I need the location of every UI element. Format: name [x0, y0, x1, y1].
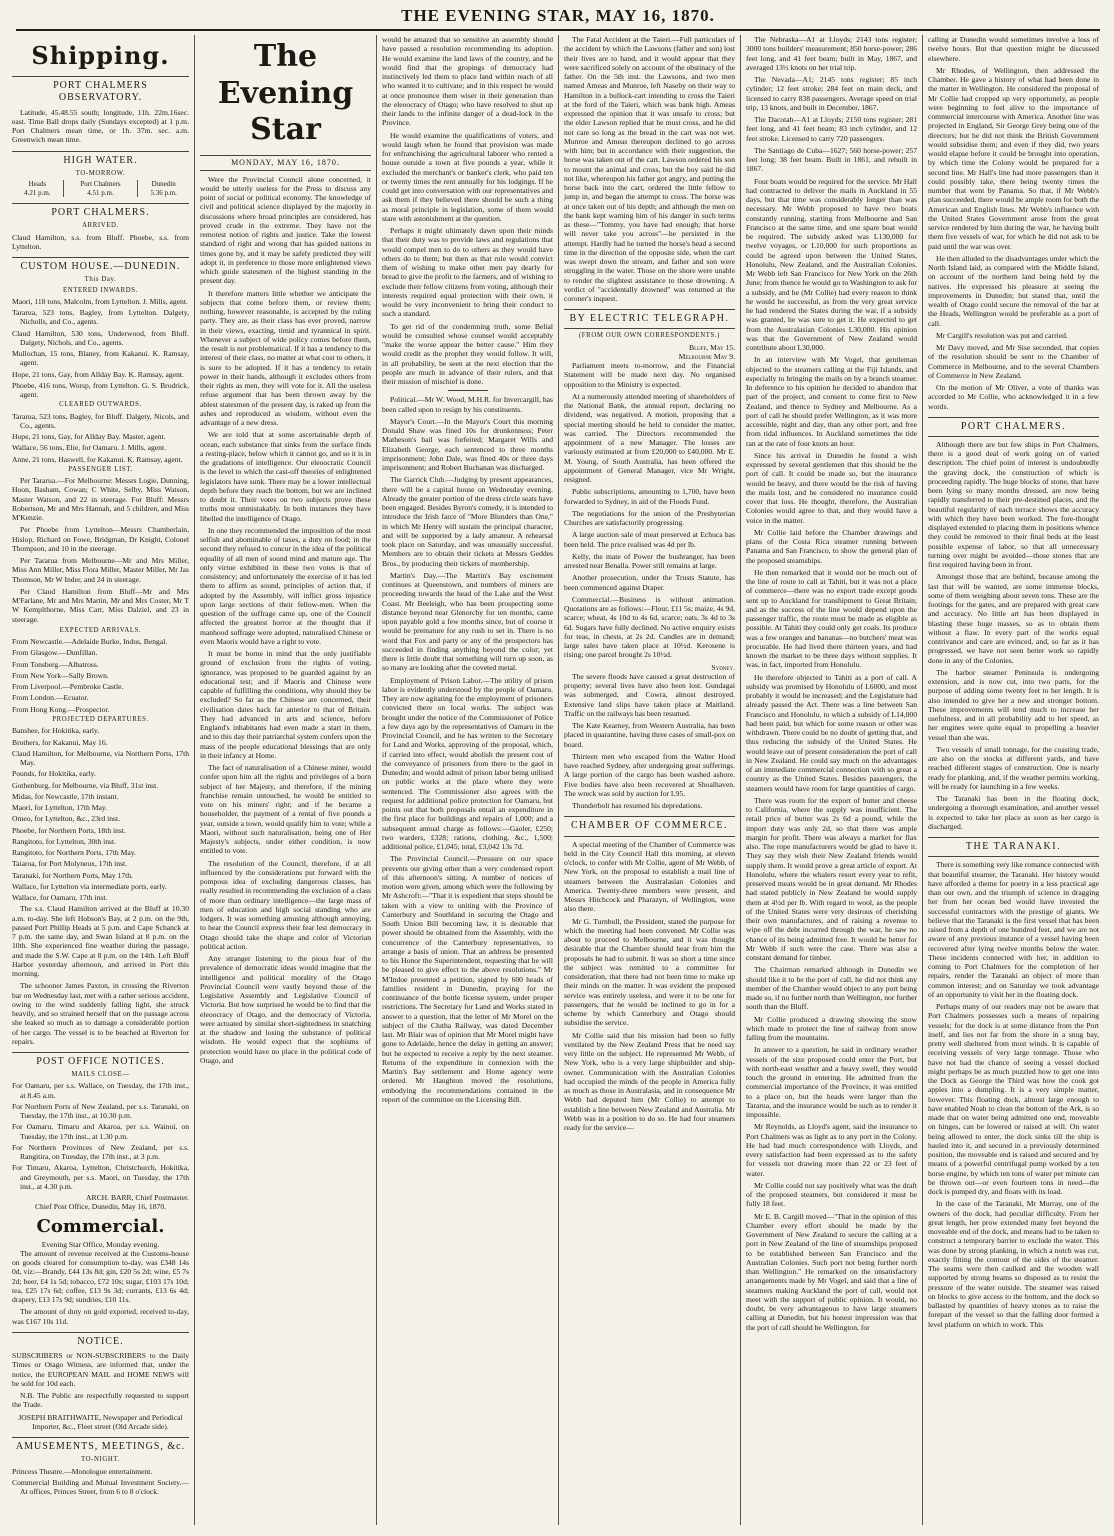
telegraph-heading: BY ELECTRIC TELEGRAPH.	[564, 309, 735, 329]
editorial-paragraph: The resolution of the Council, therefore, if at all influenced by the considerations put forward with the pompous idea of excluding dangerous classes, has really resulted in recommending the exclusion of a class of more than ordinary intelligence—the large mass of men of education and high social standing who are lodgers. It was something amusing although annoying, to hear the Council express their fear lest democracy in Otago should take the shape and color of Victorian political action.	[200, 858, 371, 951]
cleared-heading: CLEARED OUTWARDS.	[59, 401, 142, 409]
taranaki-paragraph: There is something very like romance connected with that beautiful steamer, the Taranaki. Her history would have afforded a theme for poetry in a less practical age than our own, and the triumph of science in dragging her from her ocean bed would have invested the successful contractors with the prestige of giants. We believe that the Taranaki is the first vessel that has been raised from a depth of one hundred feet, and we are not aware of any previous instance of a vessel having been recovered after lying twelve months below the water. These incidents connected with her, in addition to coming to Port Chalmers for the completion of her repairs, render the Taranaki an object of more than common interest; and on Saturday we took advantage of an opportunity to visit her in the floating dock.	[928, 860, 1099, 999]
observatory-text: Latitude, 45.48.55 south; longitude, 11h. 22m.16sec. east. Time Ball drops daily (Sundays excepted) at 1 p.m. Port Chalmers mean time, or 1h. 37m. sec. a.m. Greenwich mean time.	[12, 107, 189, 145]
tide-time: 5.36 p.m.	[138, 189, 189, 198]
list-item: Rangitoto, for Northern Ports, 17th May.	[12, 848, 136, 858]
custom-house-heading: CUSTOM HOUSE.—DUNEDIN.	[12, 257, 189, 273]
entered-heading: ENTERED INWARDS.	[63, 286, 138, 294]
telegram-paragraph: A large auction sale of meat preserved at Echuca has been held. The price realised was 4d per lb.	[564, 530, 735, 549]
list-item: Gothenburg, for Melbourne, via Bluff, 31st inst.	[12, 780, 159, 790]
editorial-paragraph: It therefore matters little whether we anticipate the subjects that come before them, or review them; nothing, however reasonable, is accepted by the ruling party. They are, as their class has ever proved, narrow in their views, exacting, timid and tyrannical in spirit. Whenever a subject of wide policy comes before them, the result is not problematical. If it has a tendency to the interest of their class, no matter at what cost to others, it is sure to be adopted. If it has a tendency to retain power in their hands, although it excludes others from their rights as men, they will vote for it. All the useless refuse argument that has been thrown away by the ablest statesmen of the present day, is raked up from the ashes and reproduced as wisdom, without even the advantage of a new dress.	[200, 288, 371, 428]
list-item: Claud Hamilton, for Melbourne, via Northern Ports, 17th May.	[12, 748, 189, 768]
list-item: Pounds, for Hokitika, early.	[12, 769, 96, 779]
list-item: Wallace, for Lyttelton via intermediate ports, early.	[12, 881, 167, 891]
masthead	[16, 6, 1100, 31]
telegram-paragraph: Parliament meets to-morrow, and the Financial Statement will be made next day. No organised opposition to the Ministry is expected.	[564, 361, 735, 389]
post-office-dateline: Chief Post Office, Dunedin, May 16, 1870.	[34, 1202, 167, 1212]
list-item: For Timaru, Akaroa, Lyttelton, Christchurch, Hokitika, and Greymouth, per s.s. Maori, on Tuesday, the 17th inst., at 4.30 p.m.	[12, 1163, 189, 1191]
chamber-paragraph: There was room for the export of butter and cheese to California, where the supply was insufficient. The retail price of butter was 2s 6d a pound, while the import duty was only 2d, so that there was ample margin for profit. There was always a market for flax also. The rope manufacturers would be glad to have it. They say they wish their New Zealand friends would supply them. It would prove a great article of export. At Honolulu, where the whalers resort every year to refit, preserved meats would be in great demand. Mr Rhodes had stated publicly in New Zealand he would supply them at 4½d per lb. With regard to wool, as the people of the United States were very desirous of cherishing their own manufactures, and of raising a revenue to wipe off the debt incurred through the war, he saw no chance of its being admitted free. It would be better for Mr Webb if such were the case. There was also a constant demand for timber.	[746, 795, 917, 962]
editorial-paragraph: We are told that at some ascertainable depth of ocean, each substance that sinks from the surface finds a resting-place, below which it cannot go, and so it is in the gradations of intelligence. Our eleoocratic Council is the level to which the cast-off theories of enlightened legislators have sunk. There may be a lower intellectual depth before they reach the bottom, but we are inclined to doubt it. Their votes on two subjects prove these truths most unmistakably. In both instances they have libelled the intelligence of Otago.	[200, 430, 371, 523]
chamber-paragraph: Four boats would be required for the service. Mr Hall had contracted to deliver the mails in Auckland in 55 days, but that time was considerably longer than was necessary. Mr Webb proposed to have two boats constantly running, starting from Melbourne and San Francisco at the same time, and one spare boat would be required. The subsidy asked was L130,000 for twelve voyages, or L10,000 for such proportions as could be agreed upon between the United States, Honolulu, New Zealand, and the Australian Colonies. Mr Webb left San Francisco for New York on the 26th June; from thence he would go to Washington to ask for a subsidy, and he (Mr Collie) had every reason to think he would be successful, as from the very great service he had rendered the States during the war, if a subsidy was granted, he was sure to get it. He expected to get from the Australasian Colonies L30,000. His opinion was that the Government of New Zealand would contribute about L30,000.	[746, 176, 917, 352]
news-item: Mayor's Court.—In the Mayor's Court this morning Donald Shaw was fined 10s for drunkenness; Peter Matheson's bail was forfeited; Margaret Wills and Elizabeth George, each sentenced to three months imprisonment; John Dale, was fined 40s or three days imprisonment; and Robert Buchanan was discharged.	[382, 416, 553, 472]
telegram-paragraph: Public subscriptions, amounting to 1,700, have been forwarded to Sydney, in aid of the Floods Fund.	[564, 487, 735, 506]
chamber-paragraph: On the motion of Mr Oliver, a vote of thanks was accorded to Mr Collie, who acknowledged it in a few words.	[928, 383, 1099, 411]
shipping-note: The schooner James Paxton, in crossing the Riverton bar on Wednesday last, met with a rather serious accident, owing to the wind suddenly falling light, she struck heavily, and so strained herself that on the passage across she leaked so much as to damage a considerable portion of her cargo. The vessel is to be beached at Riverton for repairs.	[12, 981, 189, 1046]
high-water-heading: HIGH WATER.	[12, 151, 189, 167]
column-3	[376, 35, 558, 1525]
notice-text: SUBSCRIBERS or NON-SUBSCRIBERS to the Daily Times or Otago Witness, are informed that, under the notice, the EUROPEAN MAIL and HOME NEWS will be sold for 10d each.	[12, 1351, 189, 1388]
editorial-dateline: MONDAY, MAY 16, 1870.	[200, 155, 371, 171]
telegram-paragraph: Thirteen men who escaped from the Walter Hood have reached Sydney, after undergoing great sufferings. A large portion of the cargo has been washed ashore. Five bodies have also been recovered at Shoalhaven. The wreck was sold by auction for L95.	[564, 751, 735, 798]
chamber-paragraph: The Santiago de Cuba—1627; 560 horse-power; 257 feet long; 38 feet beam. Built in 1861, and rebuilt in 1867.	[746, 145, 917, 174]
port-heading: PORT CHALMERS.	[12, 203, 189, 219]
list-item: Anne, 21 tons, Haswell, for Kakanui. K. Ramsay, agent.	[12, 454, 183, 464]
list-item: For Oamaru, Timaru and Akaroa, per s.s. Wainui, on Tuesday, the 17th inst., at 1.30 p.m.	[12, 1122, 189, 1141]
arrived-heading: ARRIVED.	[82, 222, 119, 230]
port-paragraph: The Taranaki has been in the floating dock, undergoing a thorough examination, and another vessel is expected to take her place as soon as her cargo is discharged.	[928, 794, 1099, 831]
column-1	[12, 35, 194, 1525]
list-item: Hope, 21 tons, Gay, from Allday Bay. K. Ramsay, agent.	[12, 369, 184, 379]
chamber-paragraph: Since his arrival in Dunedin he found a wish expressed by several gentlemen that this should be the port of call. It could be made so, but the insurance would be heavy, and there would be the risk of having the mails lost, and he considered no insurance could cover that loss. He thought, therefore, the Australian Colonies would agree to that, and they would have a voice in the matter.	[746, 450, 917, 525]
list-item: Phoebe, 416 tons, Worsp, from Lyttelton. G. S. Brodrick, agent.	[12, 380, 189, 400]
chamber-paragraph: Mr Collie laid before the Chamber drawings and plans of the Costa Rica steamer running between Panama and San Francisco, to show the general plan of the proposed steamships.	[746, 527, 917, 565]
commercial-text: The amount of duty on gold exported, received to-day, was £167 10s 11d.	[12, 1307, 189, 1326]
list-item: Mullochan, 15 tons, Blaney, from Kakanui. K. Ramsay, agent.	[12, 349, 189, 368]
tide-time: 4.21 p.m.	[24, 188, 51, 197]
list-item: From Tonsberg.—Albatross.	[12, 659, 99, 669]
passenger-entry: Per Tararua.—For Melbourne: Messrs Logie, Dunning, Hoon, Basham, Cowan; C White, Selby, Miss Watson, Master Watson, and 22 in steerage. For Bluff: Messrs Robertson, Mr and Mrs Hannah, and 5 children, and Miss M'Kenzie.	[12, 476, 189, 523]
list-item: Wallace, for Oamaru, 17th inst.	[12, 893, 108, 903]
passenger-entry: Per Claud Hamilton from Bluff—Mr and Mrs M'Farlane, Mr and Mrs Martin, Mr and Mrs Coster, Mr T W Kemplthorne, Miss Carr, Miss Dalziel, and 23 in steerage.	[12, 586, 189, 624]
commercial-heading: Commercial.	[36, 1215, 165, 1237]
telegram-paragraph: Commercial.—Business is without animation. Quotations are as follows:—Flour, £11 5s; maize, 4s 9d, scarce; wheat, 4s 10d to 4s 6d, scarce; oats, 3s 4d to 3s 6d. Sugars have fully declined. No active enquiry exists for teas, in chests, at 2s 2d. Candles are in demand; large sales have taken place at 10½d. Kerosene is rising; one parcel brought 2s 10½d.	[564, 594, 735, 660]
melbourne-dateline: Melbourne May 9.	[678, 351, 735, 361]
list-item: Maori, 118 tons, Malcolm, from Lyttelton. J. Mills, agent.	[12, 296, 188, 306]
chamber-paragraph: He then remarked that it would not be much out of the line of route to call at Tahiti, but it was not a place of commerce—there was no export trade except goods sent up to Auckland for transhipment to Great Britain; and as the success of the line would depend upon the passenger traffic, the route must be made as eligible as possible. At Tahiti they could only get coals. Its produce was a few oranges and bananas—no butchers' meat was procurable. He had lived there thirteen years, and had known the market to be three days without supplies. It was, in fact, imported from Honolulu.	[746, 567, 917, 670]
editorial-paragraph: The fact of naturalisation of a Chinese miner, would confer upon him all the rights and privileges of a born subject of her Majesty, and therefore, if the mining franchise remain untouched, he would be entitled to vote on his miners' right; and if he became a householder, the payment of a rental of five pounds a year, outside a town, would qualify him to vote; while a Maori, without such naturalisation, being one of Her Majesty's subjects, under either condition, is now entitled to vote.	[200, 763, 371, 856]
tide-table	[12, 180, 189, 197]
list-item: For Northern Ports of New Zealand, per s.s. Taranaki, on Tuesday, the 17th inst., at 10.30 p.m.	[12, 1101, 189, 1121]
editorial-paragraph: To get rid of the condemning truth, some Belial would be consulted whose counsel would acceptably "make the worse appear the better cause." Him they would credit as the prophet they would follow. It will, in all probability, be seen at the next election that the people are much in advance of their rulers, and that their mission of mischief is done.	[382, 321, 553, 386]
this-day: This Day.	[84, 276, 117, 284]
list-item: Taranaki, for Northern Ports, May 17th.	[12, 870, 133, 880]
list-item: From London.—Ecuator.	[12, 693, 89, 703]
list-item: From Newcastle.—Adelaide Burke, Indus, Bengal.	[12, 637, 168, 647]
list-item: For Northern Provinces of New Zealand, per s.s. Rangitira, on Tuesday, the 17th inst., at 3 p.m.	[12, 1142, 189, 1162]
list-item: From Liverpool.—Pembroke Castle.	[12, 682, 124, 692]
port-paragraph: The harbor steamer Peninsula is undergoing extension, and is now cut, into two parts, for the purpose of adding some twenty feet to her length. It is also intended to give her a new and stronger bottom. These improvements will tend much to increase her usefulness, and in all probability add to her speed, as her engines were quite equal to propelling a heavier vessel than she was.	[928, 667, 1099, 742]
chamber-heading: CHAMBER OF COMMERCE.	[564, 816, 735, 836]
chamber-paragraph: Mr Cargill's resolution was put and carried.	[936, 330, 1068, 340]
notice-nb: N.B. The Public are respectfully requested to support the Trade.	[12, 1391, 189, 1410]
list-item: Hope, 21 tons, Gay, for Allday Bay. Master, agent.	[12, 432, 166, 442]
port-chalmers-heading: PORT CHALMERS.	[928, 417, 1099, 437]
high-water-sub: TO-MORROW.	[75, 169, 126, 177]
editorial-paragraph: Perhaps it might ultimately dawn upon their minds that their duty was to provide laws and regulations that would compel men to do to others as they would have others do to them; but then as that rule would convict them of wishing to make other men pay dearly for bread to give the profit to the farmers, and of wishing to exclude their fellow citizens from voting, although their interests required equal protection with their own, it would be very inconvenient to bring their conduct to such a standard.	[382, 226, 553, 319]
tide-time: 4.51 p.m.	[63, 189, 138, 198]
amusements-heading: AMUSEMENTS, MEETINGS, &c.	[12, 1437, 189, 1453]
divider	[448, 390, 488, 391]
notice-heading: NOTICE.	[12, 1332, 189, 1348]
column-4	[558, 35, 740, 1525]
chamber-paragraph: The Nevada—A1; 2145 tons register; 85 inch cylinder; 12 feet stroke; 284 feet on main deck, and licensed to carry 838 passengers. Average speed on trial trip, 13 knots, and built in December, 1867.	[746, 75, 917, 112]
projected-heading: PROJECTED DEPARTURES.	[52, 715, 149, 723]
chamber-paragraph: Mr Collie could not say positively what was the draft of the proposed steamers, but considered it must be fully 18 feet.	[746, 1180, 917, 1209]
observatory-heading: PORT CHALMERS OBSERVATORY.	[12, 76, 189, 104]
chamber-paragraph: In answer to a question, he said in ordinary weather vessels of the size proposed could enter the Port, but with north-east weather and a heavy swell, they would touch the ground in entering. He admitted from the commercial importance of the Province, it was entitled to a place on, but the heads were larger than the Tararua, and the insurance would be such as to render it impossible.	[746, 1045, 917, 1119]
post-office-heading: POST OFFICE NOTICES.	[12, 1052, 189, 1068]
shipping-note: The s.s. Claud Hamilton arrived at the Bluff at 10.30 a.m. to-day. She left Hobson's Bay, at 2 p.m. on the 9th, passed Port Phillip Heads at 5 p.m. and Cape Schanck at 7 p.m. the same day, and Swan Island at 8 p.m. on the 10th. She experienced fine weather during the passage, and made the S.W. Cape at 8 p.m. on the 14th. Left Bluff Harbor yesterday afternoon, and arrived in Port this morning.	[12, 904, 189, 979]
editorial-paragraph: It must be borne in mind that the only justifiable ground of exclusion from the rights of voting, ignorance, was proposed to be guarded against by an educational test; and if Maoris and Chinese were capable of fulfilling the conditions, why should they be excluded? So far as the Chinese are concerned, their civilisation dates back far anterior to that of Britain. They had advanced in arts and science, before England's inhabitants had even made a start in them, and to this day their patriarchal system confers upon the mass of the people educational blessings that are only in their infancy at Home.	[200, 649, 371, 760]
list-item: From Hong Kong.—Prospector.	[12, 704, 110, 714]
masthead-title: THE EVENING STAR, MAY 16, 1870.	[401, 6, 715, 25]
amusements-sub: TO-NIGHT.	[81, 1456, 120, 1464]
news-item: Political.—Mr W. Wood, M.H.R. for Invercargill, has been called upon to resign by his constituents.	[382, 395, 553, 414]
list-item: Tararua, 523 tons, Bagley, for Bluff. Dalgety, Nicols, and Co., agents.	[12, 411, 189, 430]
list-item: From Glasgow.—Dunfillan.	[12, 648, 98, 658]
chamber-paragraph: Mr Reynolds, as Lloyd's agent, said the insurance to Port Chalmers was as light as to any port in the Colony. He had had much correspondence with Lloyds, and every satisfaction had been expressed as to the safety for vessels not drawing more than 22 or 23 feet of water.	[746, 1122, 917, 1178]
chamber-paragraph: calling at Dunedin would sometimes involve a loss of twelve hours. But that question might be discussed elsewhere.	[928, 35, 1099, 63]
news-item: Employment of Prison Labor.—The utility of prison labor is evidently understood by the people of Oamaru. They are now agitating for the employment of prisoners convicted there on local works. The subject was brought under the notice of the Commissioner of Police a few days ago by the representatives of Oamaru in the Provincial Council, and he has written to the Secretary for Land and Works, approving of the proposal, which, if carried into effect, would abolish the present cost of the conveyance of prisoners from there to the gaol in Dunedin; and would admit of prison labor being utilised on public works at the place where they were sentenced. The Commissioner also agrees with the request for additional police protection for Oamaru, but points out that both proposals entail an expenditure in the first place for buildings and repairs of 1,000; and a subsequent annual charge as follows:—Gaoler, £250; two warders, £328; rations, clothing, &c., 1,500; additional police, £1,045; total, £3,042 13s 7d.	[382, 675, 553, 851]
list-item: Midas, for Newcastle, 17th instant.	[12, 791, 119, 801]
port-paragraph: Amongst those that are behind, because among the last that will be wanted, are some immense blocks, some of them weighing about seven tons. These are the footings for the gates, and are prepared with great care and accuracy. No little art has been displayed in blasting these huge masses, so as to obtain them without a flaw. In every part of the works equal contrivance and care are evinced, and, so far as it has progressed, we have not seen better work so rapidly done in any of the Colonies.	[928, 572, 1099, 665]
chamber-paragraph: The Nebraska—A1 at Lloyds; 2143 tons register; 3000 tons builders' measurement; 850 horse-power; 286 feet long, and 41 feet beam; built in May, 1867, and averaged 13½ knots on her trial trip.	[746, 35, 917, 72]
bluff-dateline: Bluff, May 15.	[689, 342, 735, 352]
list-item: Maori, for Lyttelton, 17th May.	[12, 803, 108, 813]
list-item: Omeo, for Lyttelton, &c., 23rd inst.	[12, 814, 120, 824]
commercial-dateline: Evening Star Office, Monday evening.	[41, 1239, 160, 1249]
telegram-paragraph: The negotiations for the union of the Presbyterian Churches are satisfactorily progressing.	[564, 508, 735, 528]
column-2	[194, 35, 376, 1525]
expected-heading: EXPECTED ARRIVALS.	[59, 626, 142, 634]
chamber-paragraph: Mr G. Turnbull, the President, stated the purpose for which the meeting had been convened. Mr Collie was about to proceed to Melbourne, and it was thought desirable that the Chamber should hear from him the proposals he had to submit. It was so short a time since the subject was remitted to a committee for consideration, that there had not been time to make up their minds on the matter. It was evident the proposed service was entirely useless, and were it to be one for passengers, that he would be inclined to go in for a scheme by which Canterbury and Otago should subsidise the service.	[564, 916, 735, 1028]
chamber-paragraph: Mr Rhodes, of Wellington, then addressed the Chamber. He gave a history of what had been done in the matter in Wellington. He considered the proposal of Mr Collie had cropped up very opportunely, as people were beginning to feel alive to the importance of commercial intercourse with America. Another line was projected in England, Sir George Grey being one of the directors; but he did not think the British Government would subsidise them; and even if they did, two years would elapse before it could be brought into operation, by which time the Colony would be prepared for a second line. Mr Hall's line had more passengers than it could possibly take, there being twenty times the number that went by Panama. So that, if Mr Webb's plan succeeded, there would be ample room for both the American and English lines. Mr Webb's influence with the United States Government arose from the great service rendered by him during the war, he having built them five vessels of war, for which he did not ask to be paid until the war was over.	[928, 65, 1099, 251]
telegram-paragraph: Another prosecution, under the Trusts Statute, has been commenced against Draper.	[564, 573, 735, 592]
chamber-paragraph: Mr Collie produced a drawing showing the snow which made to protect the line of railway from snow falling from the mountains.	[746, 1014, 917, 1042]
editorial-paragraph: Any stranger listening to the pious fear of the prevalence of democratic ideas would imagine that the intelligence and political morality of the Otago Provincial Council were vastly beyond those of the Legislative Assembly and Legislative Council of Victoria. But how surprised he would be to find that the eleoocracy of Otago, and the democracy of Victoria, were actuated by similar short-sightedness in snatching at the shadow and losing the substance of political wisdom. He would expect that the sophisms of protection would have no place in the political code of Otago, and	[200, 954, 371, 1065]
chamber-paragraph: A special meeting of the Chamber of Commerce was held in the City Council Hall this morning, at eleven o'clock, to confer with Mr Collie, agent of Mr Webb, of New York, on the proposal to establish a mail line of steamers between the Australasian Colonies and America. Twenty-three members were present, and Messrs Hitchcock and Pharazyn, of Wellington, were also there.	[564, 839, 735, 914]
arrived-text: Claud Hamilton, s.s. from Bluff. Phoebe, s.s. from Lyttelton.	[12, 232, 189, 251]
commercial-text: The amount of revenue received at the Customs-house on goods cleared for consumption to-day, was £348 14s 0d, viz:—Brandy, £44 13s 8d; gin, £20 5s 2d; wine, £5 7s 2d; beer, £4 1s 5d; tobacco, £72 10s; sugar, £103 17s 10d; tea, £25 17s 6d; coffee, £13 9s 3d; currants, £13 6s 4d; drapery, £13 17s 9d; sundries, £10 11s.	[12, 1248, 189, 1305]
telegram-paragraph: The severe floods have caused a great destruction of property; several lives have also been lost. Gundagai was submerged, and Cowra, almost destroyed. Extensive land slips have taken place at Maitland. Traffic on the railways has been resumed.	[564, 671, 735, 718]
list-item: Phoebe, for Northern Ports, 18th inst.	[12, 825, 126, 835]
mails-close: MAILS CLOSE—	[71, 1071, 130, 1079]
taranaki-paragraph: Perhaps many of our readers may not be aware that Port Chalmers possesses such a means of repairing vessels; for the dock is at some distance from the Port itself, and lies not far from the shore in a snug bay, pretty well sheltered from most winds. It is capable of receiving vessels of very large tonnage. Those who have not had the chance of seeing a vessel docked might perhaps be as much puzzled how to get one into the Dock as George the Third was how the cook got apples into a dumpling. It is a very simple matter, however. This floating dock, almost large enough to have enabled Noah to clean the bottom of the Ark, is so made that on water being admitted one end, moveable on hinges, can be lowered or raised at will. On water being allowed to enter, the dock sinks till the ship is hauled into it, and secured in a previously determined position, the moveable end is raised and secured and by means of a powerful centrifugal pump worked by a ten horse engine, by which ten tons of water per minute can be thrown out—or even fourteen tons in need—the dock is pumped dry, and floats with its load.	[928, 1002, 1099, 1197]
chamber-paragraph: Mr Collie said that his mission had been so fully ventilated by the New Zealand Press that he need say very little on the subject. He represented Mr Webb, of New York, who is a very large shipbuilder and ship-owner. Communication with the Australian Colonies had occupied the minds of the people in America fully as much as those in Australasia, and in consequence Mr Webb had deputed him (Mr Collie) to attempt to establish a line between New Zealand and Australia. Mr Webb was in a position to do so. He had four steamers ready for the service—	[564, 1030, 735, 1133]
list-item: Princess Theatre.—Monologue entertainment.	[12, 1466, 153, 1476]
chamber-paragraph: In an interview with Mr Vogel, that gentleman objected to the steamers calling at the Fiji Islands, and especially to bringing the mails on by a branch steamer. In deference to his opinion he decided to abandon that part of the project, and consent to come first to New Zealand, and thence to Sydney and Melbourne. As a port of call he should prefer Wellington, as it was more accessible, night and day, than any other port, and free from tidal influences. In Auckland sometimes the tide ran at the rate of four knots an hour.	[746, 355, 917, 448]
chamber-paragraph: He therefore objected to Tahiti as a port of call. A subsidy was promised by Honolulu of L6000, and most probably it would be increased; and the Legislature had already passed the Act. There was a line between San Francisco and Honolulu, to which a subsidy of L14,000 had been paid, but which for some reason or other was withdrawn. There could be no doubt of getting that, and thus reducing the subsidy of the United States. He would leave out of present consideration the port of call in New Zealand. He could say much on the advantages of an immediate commercial connection with so great a country as the United States. Besides passengers, the steamers would have room for large quantities of cargo.	[746, 672, 917, 793]
chamber-paragraph: Mr Davy moved, and Mr Sise seconded, that copies of the resolution should be sent to the Chamber of Commerce in Melbourne, and to the several Chambers of Commerce in New Zealand.	[928, 343, 1099, 380]
taranaki-paragraph: In the case of the Taranaki, Mr Murray, one of the owners of the dock, had peculiar difficulty. From her great length, her prow extended many feet beyond the moveable end of the dock, and means had to be taken to construct a temporary barrier to exclude the water. This was done by strong planking, in which a notch was cut, exactly fitting the contour of the sides of the steamer. The seams were then caulked and the wooden wall supported by strong beams so disposed as to resist the pressure of the water outside. The steamer was raised on blocks to give access to the bottom, and the dock so ballasted by quantities of heavy stones as to raise the forepart of the vessel so that the falling door formed a level platform on which to work. This	[928, 1199, 1099, 1329]
passenger-heading: PASSENGER LIST.	[68, 465, 133, 473]
list-item: Commercial Building and Mutual Investment Society.—At offices, Princes Street, from 6 to 8 o'clock.	[12, 1477, 189, 1497]
editorial-paragraph: Were the Provincial Council alone concerned, it would be utterly useless for the Press to discuss any point of social or political economy. The knowledge of civil and political science displayed by the majority in discussions where broad principles are considered, has proved crude in the extreme. They have not the remotest notion of rights and justice. Take the lowest standard of right and wrong that has guided nations in times gone by, and it may be safely predicted they will adopt it, in preference to those more enlightened views which guide statesmen of the highest standing in the present day.	[200, 174, 371, 286]
telegram-paragraph: Thunderbolt has resumed his depredations.	[572, 801, 703, 811]
editorial-paragraph: In one they recommended the imposition of the most selfish and abominable of taxes, a duty on food; in the second they refused to concur in the idea of the political equality of all men of sound mind and mature age. The only virtue exhibited in these two votes is that of consistency; and unfortunately the exercise of it has led them to affirm as sound, principles of action that, if adopted by the Assembly, will inflict gross injustice upon large sections of their fellow-men. When the question of the suffrage came up, one of the Council affected the greatest horror at the thought that if manhood suffrage were adopted, naturalised Chinese or even Maoris would have a right to vote.	[200, 525, 371, 646]
list-item: Banshee, for Hokitika, early.	[12, 726, 100, 736]
list-item: Claud Hamilton, 530 tons, Underwood, from Bluff. Dalgety, Nichols, and Co., agents.	[12, 328, 189, 347]
telegram-paragraph: Kelly, the mate of Power the bushranger, has been arrested near Benalla. Power still remains at large.	[564, 551, 735, 571]
passenger-entry: Per Tararua from Melbourne—Mr and Mrs Miller, Miss Ann Miller, Miss Flora Miller, Master Miller, Mr Jas Thomson, Mr W Inder, and 24 in steerage.	[12, 556, 189, 584]
list-item: From New York—Sally Brown.	[12, 670, 109, 680]
passenger-entry: Per Phoebe from Lyttelton—Messrs Chamberlain, Hislop, Richard on Fowe, Bridgman, Dr Knight, Colonel Thompson, and 10 in the steerage.	[12, 525, 189, 553]
news-item: The Garrick Club.—Judging by present appearances, there will be a capital house on Wednesday evening. Already the greater portion of the dress circle seats have been engaged. Besides Byron's comedy, it is intended to introduce the Irish farce of "More Blunders than One," in which Mr Henry will sustain the principal character, and will be supported by a lady amateur. A rehearsal took place on Saturday, and was unusually successful. Members are to obtain their tickets at Messrs Geddes Bros., by producing their tickets of membership.	[382, 475, 553, 568]
chamber-paragraph: He then alluded to the disadvantages under which the North Island laid, as compared with the Middle Island, on account of the northern land being held by the natives. He expressed his pleasure at seeing the improvements in Dunedin; but stated that, until the wealth of Otago could secure the removal of the bar at the Heads, Wellington would be preferable as a port of call.	[928, 253, 1099, 328]
list-item: Tararua, 523 tons, Bagley, from Lyttelton. Dalgety, Nicholls, and Co., agents.	[12, 308, 189, 327]
editorial-paragraph: He would examine the qualifications of voters, and would laugh when he found that provision was made for enfranchising the agricultural laborer who rented a house outside a town at five pounds a year, while it excluded the merchant's or banker's clerk, who paid ten or twenty times the rent annually for his lodgings. If he could get into conversation with our representatives and ask them if they believed there should be such a thing as moral principle in legislation, some of them would stare with astonishment at the question.	[382, 130, 553, 223]
list-item: Taiaroa, for Port Molyneux, 17th inst.	[12, 859, 128, 869]
shipping-heading: Shipping.	[31, 41, 170, 70]
column-6	[922, 35, 1104, 1525]
news-item: The Provincial Council.—Pressure on our space prevents our giving other than a very condensed report of this afternoon's sitting. A number of notices of motion were given, among which were the following by Mr Ashcroft:—"That it is expedient that steps should be taken with a view to uniting with the Province of Canterbury and Southland in securing the Otago and South Union Bill becoming law, it is desirable that power should be obtained from the Assembly, with the concurrence of the Canterbury representatives, to arrange a basis of union. That an address be presented to his Honor the Superintendent, requesting that he will be pleased to give effect to the above resolutions." Mr M'Indoe presented a petition, signed by 600 heads of families resident in Dunedin, praying for the continuance of the bottle license system, under proper restrictions. The Secretary for Land and Works stated in answer to a question, that the letter of Mr Morel on the subject of the Clutha Railway, was dated December last. Mr Blair was of opinion that Mr Morel might have gone to Adelaide, hence the delay in getting an answer; but he expected to receive a reply by the next steamer. Returns of the expenditure in connexion with the Martin's Bay settlement and Home agency were ordered. Mr Haughton moved the resolutions, embodying the recommendations contained in the report of the committee on the Licensing Bill.	[382, 854, 553, 1104]
editorial-paragraph: would be amazed that so sensitive an assembly should have passed a resolution recommending its adoption. He would examine the land laws of the country, and he would find that the gropings of democracy had instinctively led them to place land within reach of all who wanted it to cultivate; and in this respect he would at once pronounce them wiser in their generation than the eleoocracy of Otago; who have resolved to shut up their lands to the infinite danger of a dead-lock in the Province.	[382, 35, 553, 128]
taranaki-heading: THE TARANAKI.	[928, 837, 1099, 857]
chamber-paragraph: Mr E. B. Cargill moved—"That in the opinion of this Chamber every effort should be made by the Government of New Zealand to secure the calling at a port in New Zealand of the line of steamships proposed to be established between San Francisco and the Australian Colonies. Such port not being further north than Wellington." He remarked on the unsatisfactory arrangements made by Mr Vogel, and said that a line of steamers making Auckland the port of call, would not meet with the support of public opinion. It would, no doubt, be very advantageous to have large steamers calling at Dunedin, but his honest impression was that the port of call should be Wellington, for	[746, 1211, 917, 1332]
chamber-paragraph: The Chairman remarked although in Dunedin we should like it to be the port of call, he did not think any member of the Chamber would object to any port being made so, if no further north than Wellington, nor further south than the Bluff.	[746, 965, 917, 1012]
tide-place: Port Chalmers	[63, 180, 138, 189]
column-5	[740, 35, 922, 1525]
nameplate: The Evening Star	[217, 39, 354, 148]
list-item: Wallace, 56 tons, Elie, for Oamaru. J. Mills, agent.	[12, 443, 166, 453]
telegraph-sub: (FROM OUR OWN CORRESPONDENTS.)	[578, 332, 721, 340]
list-item: Brothers, for Kakanui, May 16.	[12, 737, 108, 747]
list-item: For Oamaru, per s.s. Wallace, on Tuesday, the 17th inst., at 8.45 a.m.	[12, 1081, 189, 1100]
port-paragraph: Two vessels of small tonnage, for the coasting trade, are also on the stocks at different yards, and have reached different stages of construction. One is nearly ready for planking, and, if the weather permits working, will be ready for launching in a few weeks.	[928, 744, 1099, 791]
list-item: Rangitoto, for Lyttelton, 30th inst.	[12, 836, 116, 846]
tide-place: Heads	[28, 180, 47, 189]
columns	[12, 35, 1104, 1525]
news-item: The Fatal Accident at the Taieri.—Full particulars of the accident by which the Lawsons (father and son) lost their lives are to hand, and it would appear that they were sacrificed solely on account of the obstinacy of the father. On the 5th inst. the Lawsons, and two men named Ameas and Munroe, left Naseby on their way to Hamilton in a bullock-cart intending to cross the Taieri at the ford of the Taieri, which was bank high. Ameas expressed the opinion that it was unsafe to cross; but the elder Lawson replied that he must cross, and he did not care so long as the bread in the cart was not wet. Munroe and Ameas thereupon declined to go across with him; but in accordance with their suggestion, the horse was taken out of the cart. Lawson ordered his son to mount the animal and cross, but the boy said he did not like, whereupon his father got angry, and putting the horse back into the cart, ordered the little fellow to jump in, and began the attempt to cross. The horse was at once taken out of his depth; and although the men on the bank kept warning him of his danger in such terms as these—"Tommy, you have had enough; that horse will never take you across"—he persisted in the attempt. Hardly had he turned the horse's head a second time in the direction of the opposite side, when the cart was swept down the stream, and father and son were struggling in the water. Those on the shore were unable to render the slightest assistance to those drowning. A verdict of "accidentally drowned" was returned at the coroner's inquest.	[564, 35, 736, 303]
chamber-paragraph: The Dacotah—A1 at Lloyds; 2150 tons register; 281 feet long, and 41 feet beam; 83 inch cylinder, and 12 feet stroke. Licensed to carry 720 passengers.	[746, 115, 917, 143]
telegram-paragraph: The Kate Kearney, from Western Australia, has been placed in quarantine, having three cases of small-pox on board.	[564, 721, 736, 749]
notice-signature: JOSEPH BRAITHWAITE, Newspaper and Periodical Importer, &c., Fleet street (Old Arcade side).	[18, 1412, 183, 1431]
telegram-paragraph: At a numerously attended meeting of shareholders of the National Bank, the annual report, declaring no dividend, was negatived. A motion, proposing that a special meeting should be held to consider the matter, was carried. The Directors recommended the appointment of a new Manager. The losses are variously estimated at from £20,000 to £40,000. Mr E. M. Young, of South Australia, has been offered the appointment of General Manager, vice Mr Wright, resigned.	[564, 391, 735, 485]
news-item: Martin's Day.—The Martin's Bay excitement continues at Queenstown, and numbers of miners are proceeding towards the head of the Lake and the West Coast. Mr Beeleigh, who has been prospecting some distance beyond near Glenorchy for ten months, came upon payable gold a few months since, but of course it would be premature for any rush to set in. There is no word that Fox and party or any of the prospectors has succeeded in finding anything beyond the color; yet there is little doubt that something will turn up soon, as so many are looking after the coveted metal.	[382, 570, 553, 673]
port-paragraph: Although there are but few ships in Port Chalmers, there is a good deal of work going on of varied description. The chief point of interest is undoubtedly the graving dock, the construction of which is proceeding rapidly. The huge blocks of stone, that have been lying so many months dressed, are now being rapidly transferred to their pre-destined places, and the beautiful regularity of each terrace shows the accuracy with which they have been worked. The fore-thought displayed extended to placing them in positions whence they could be removed to their final beds at the least possible expense of labor, so that all unnecessary turning over might be avoided—those stones that are first required having been in front.	[928, 439, 1099, 570]
tide-place: Dunedin	[138, 180, 189, 189]
postmaster-signature: ARCH. BARR, Chief Postmaster.	[86, 1193, 189, 1203]
sydney-dateline: Sydney.	[711, 662, 735, 672]
